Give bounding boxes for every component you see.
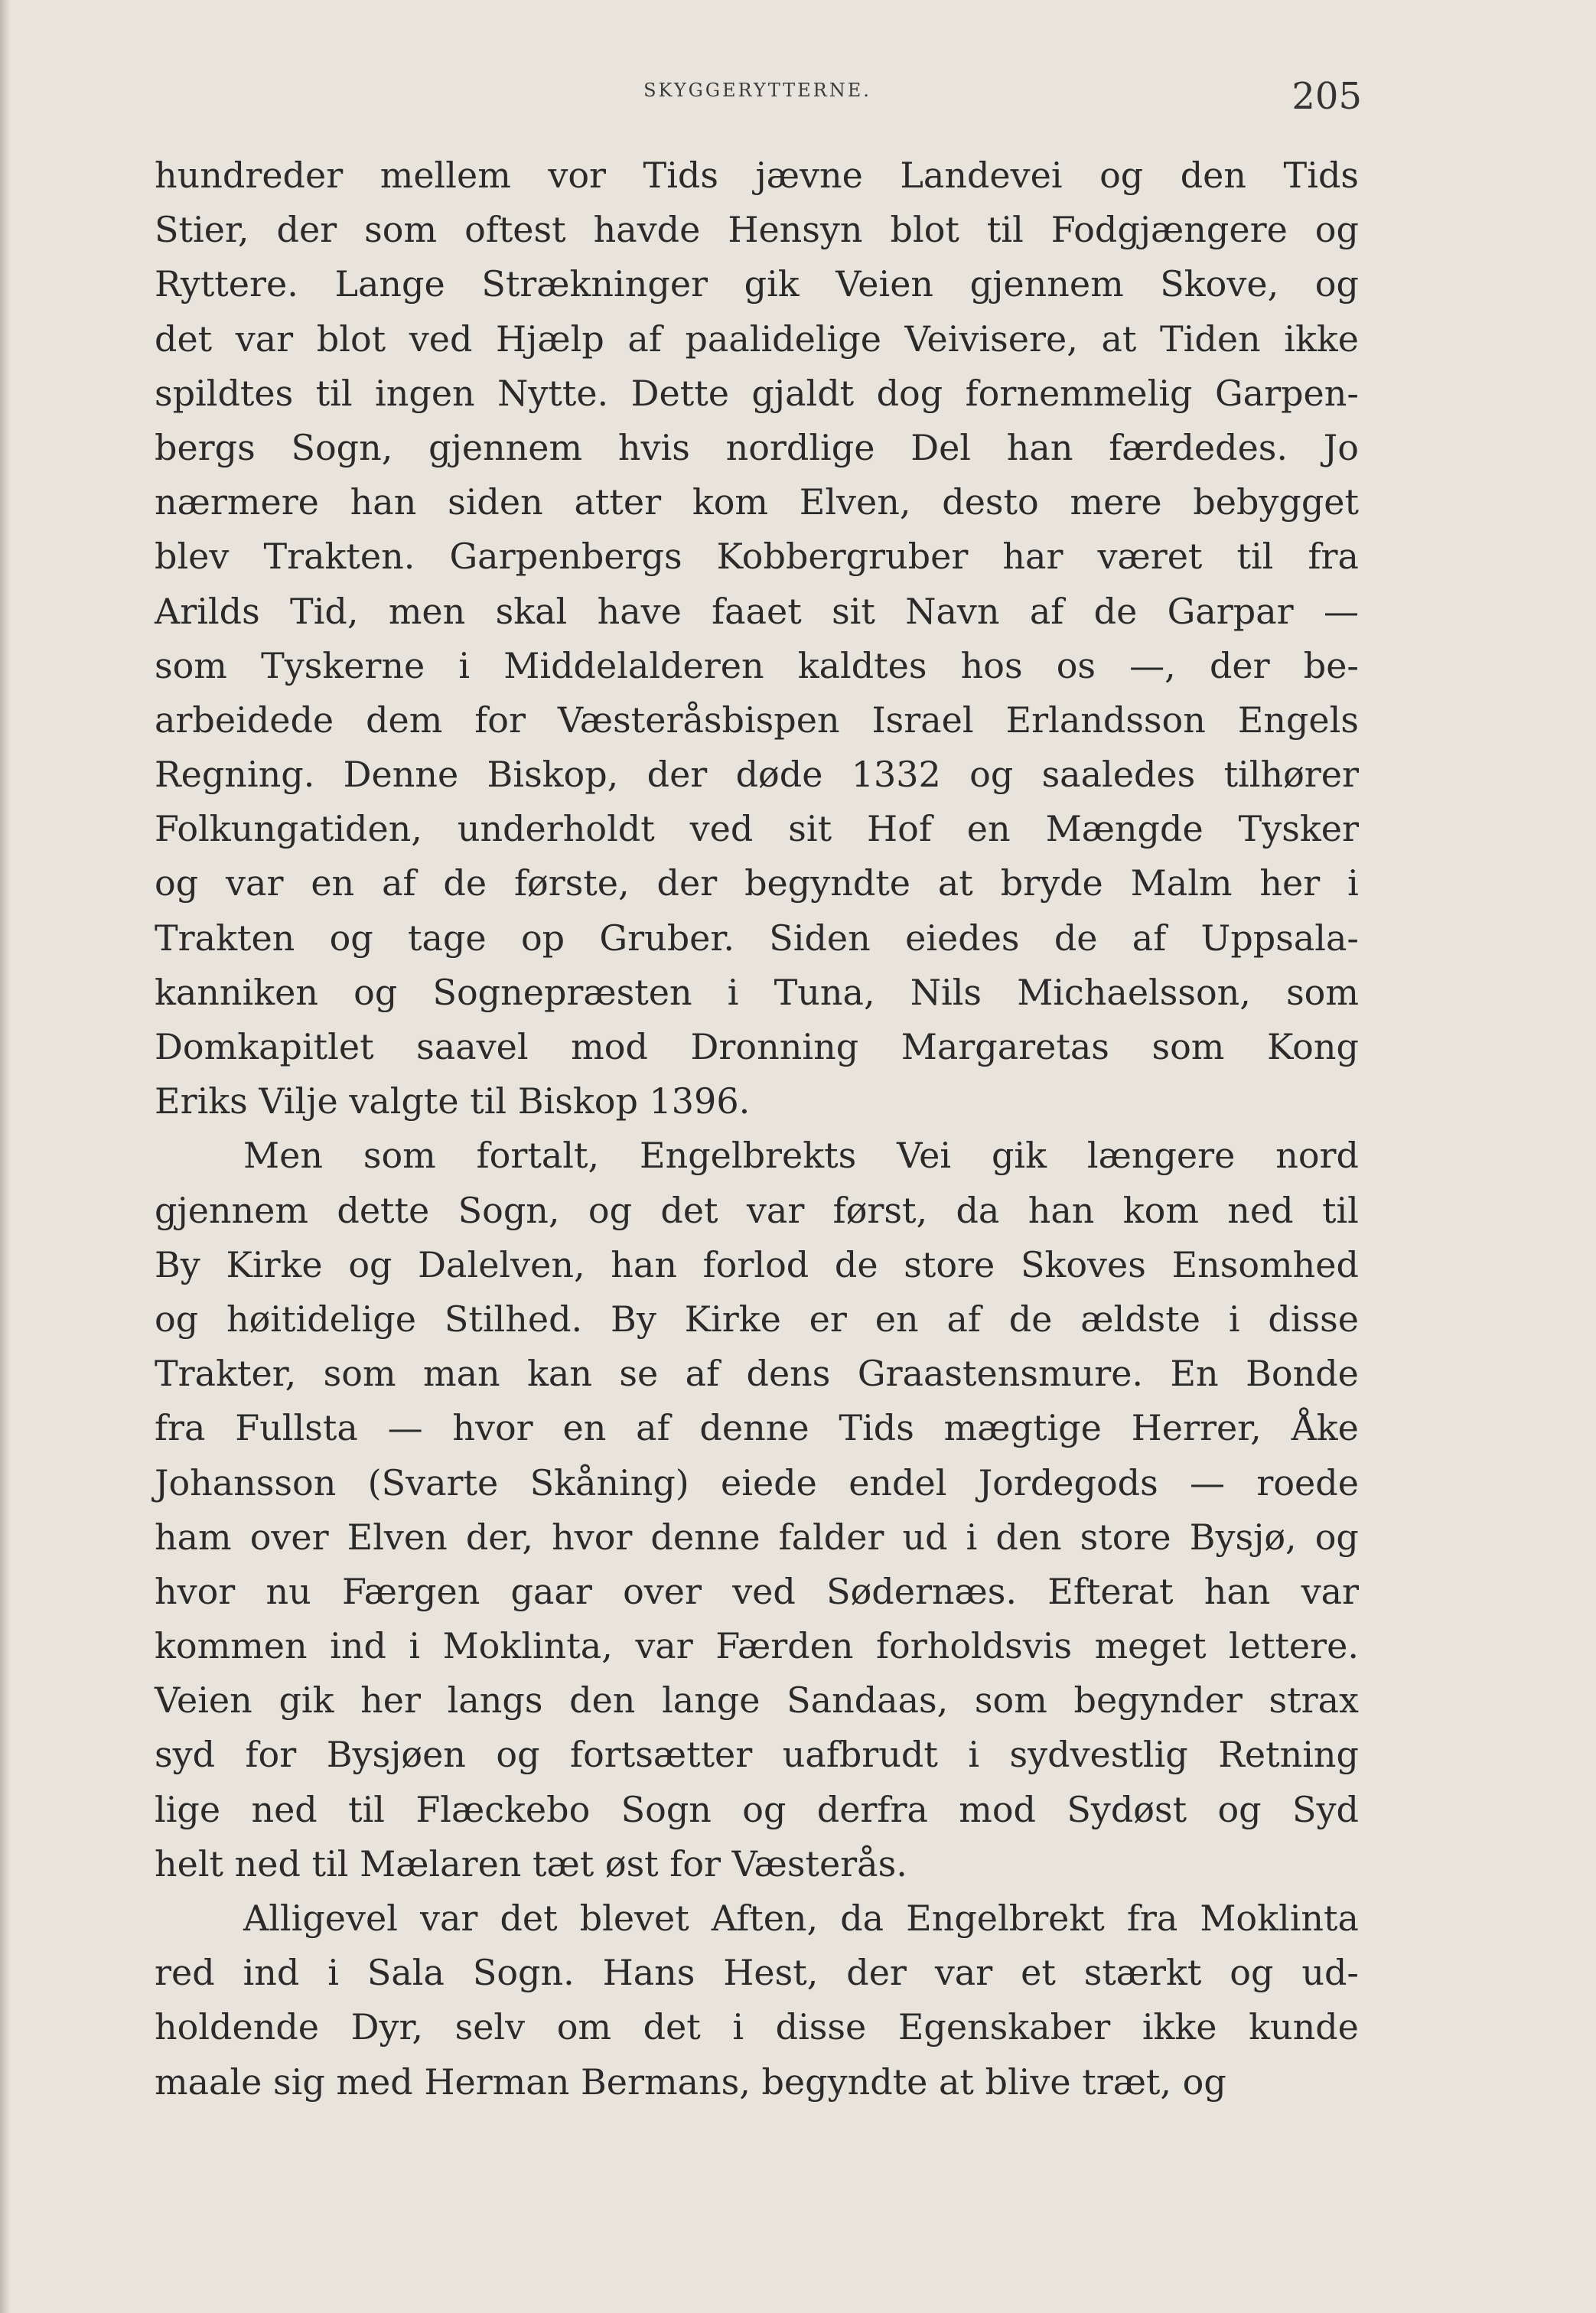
page-header bbox=[153, 75, 1362, 121]
text-line: Arilds Tid, men skal have faaet sit Navn af de Garpar — bbox=[155, 590, 1359, 632]
text-line: ham over Elven der, hvor denne falder ud i den store Bysjø, og bbox=[155, 1516, 1359, 1558]
text-line: Eriks Vilje valgte til Biskop 1396. bbox=[155, 1080, 751, 1122]
text-line: maale sig med Herman Bermans, begyndte at blive træt, og bbox=[155, 2061, 1226, 2103]
text-line: og høitidelige Stilhed. By Kirke er en af de ældste i disse bbox=[155, 1298, 1359, 1340]
text-line: Veien gik her langs den lange Sandaas, som begynder strax bbox=[155, 1679, 1359, 1722]
text-line: Alligevel var det blevet Aften, da Engelbrekt fra Moklinta bbox=[243, 1898, 1359, 1939]
text-line: Stier, der som oftest havde Hensyn blot til Fodgjængere og bbox=[155, 209, 1359, 251]
text-line: Men som fortalt, Engelbrekts Vei gik længere nord bbox=[243, 1135, 1359, 1177]
text-line: arbeidede dem for Væsteråsbispen Israel Erlandsson Engels bbox=[155, 699, 1359, 741]
text-line: hundreder mellem vor Tids jævne Landevei og den Tids bbox=[155, 155, 1359, 196]
text-line: hvor nu Færgen gaar over ved Sødernæs. Efterat han var bbox=[155, 1570, 1359, 1612]
paragraph bbox=[155, 1129, 1359, 1891]
text-line: helt ned til Mælaren tæt øst for Væsterås. bbox=[155, 1842, 907, 1885]
text-line: som Tyskerne i Middelalderen kaldtes hos os —, der be- bbox=[155, 644, 1359, 686]
page-binding-edge bbox=[0, 0, 11, 2313]
paragraph bbox=[155, 1891, 1359, 2109]
text-line: fra Fullsta — hvor en af denne Tids mægtige Herrer, Åke bbox=[155, 1407, 1359, 1449]
text-line: Domkapitlet saavel mod Dronning Margaretas som Kong bbox=[155, 1026, 1359, 1067]
text-line: det var blot ved Hjælp af paalidelige Veivisere, at Tiden ikke bbox=[155, 318, 1359, 360]
text-line: Regning. Denne Biskop, der døde 1332 og saaledes tilhører bbox=[155, 754, 1359, 796]
text-line: syd for Bysjøen og fortsætter uafbrudt i sydvestlig Retning bbox=[155, 1734, 1359, 1776]
text-line: nærmere han siden atter kom Elven, desto mere bebygget bbox=[155, 481, 1359, 523]
text-line: lige ned til Flæckebo Sogn og derfra mod Sydøst og Syd bbox=[155, 1788, 1359, 1830]
text-line: Trakter, som man kan se af dens Graastensmure. En Bonde bbox=[155, 1353, 1359, 1395]
text-line: blev Trakten. Garpenbergs Kobbergruber har været til fra bbox=[155, 536, 1359, 578]
text-line: red ind i Sala Sogn. Hans Hest, der var et stærkt og ud- bbox=[155, 1952, 1359, 1994]
text-line: By Kirke og Dalelven, han forlod de store Skoves Ensomhed bbox=[155, 1243, 1359, 1285]
text-line: Ryttere. Lange Strækninger gik Veien gjennem Skove, og bbox=[155, 263, 1359, 305]
text-line: gjennem dette Sogn, og det var først, da han kom ned til bbox=[155, 1189, 1359, 1231]
page-number: 205 bbox=[1291, 75, 1362, 118]
text-line: Folkungatiden, underholdt ved sit Hof en Mængde Tysker bbox=[155, 808, 1359, 850]
text-line: holdende Dyr, selv om det i disse Egenskaber ikke kunde bbox=[155, 2006, 1359, 2048]
text-line: kommen ind i Moklinta, var Færden forholdsvis meget lettere. bbox=[155, 1625, 1359, 1667]
text-line: Johansson (Svarte Skåning) eiede endel Jordegods — roede bbox=[155, 1461, 1359, 1503]
text-line: kanniken og Sognepræsten i Tuna, Nils Michaelsson, som bbox=[155, 971, 1359, 1013]
body-text bbox=[155, 148, 1359, 2109]
running-head: SKYGGERYTTERNE. bbox=[643, 80, 871, 101]
text-line: Trakten og tage op Gruber. Siden eiedes de af Uppsala- bbox=[155, 917, 1359, 959]
paragraph bbox=[155, 148, 1359, 1129]
text-line: og var en af de første, der begyndte at bryde Malm her i bbox=[155, 862, 1359, 904]
text-line: spildtes til ingen Nytte. Dette gjaldt dog fornemmelig Garpen- bbox=[155, 372, 1359, 414]
text-line: bergs Sogn, gjennem hvis nordlige Del han færdedes. Jo bbox=[155, 426, 1359, 468]
